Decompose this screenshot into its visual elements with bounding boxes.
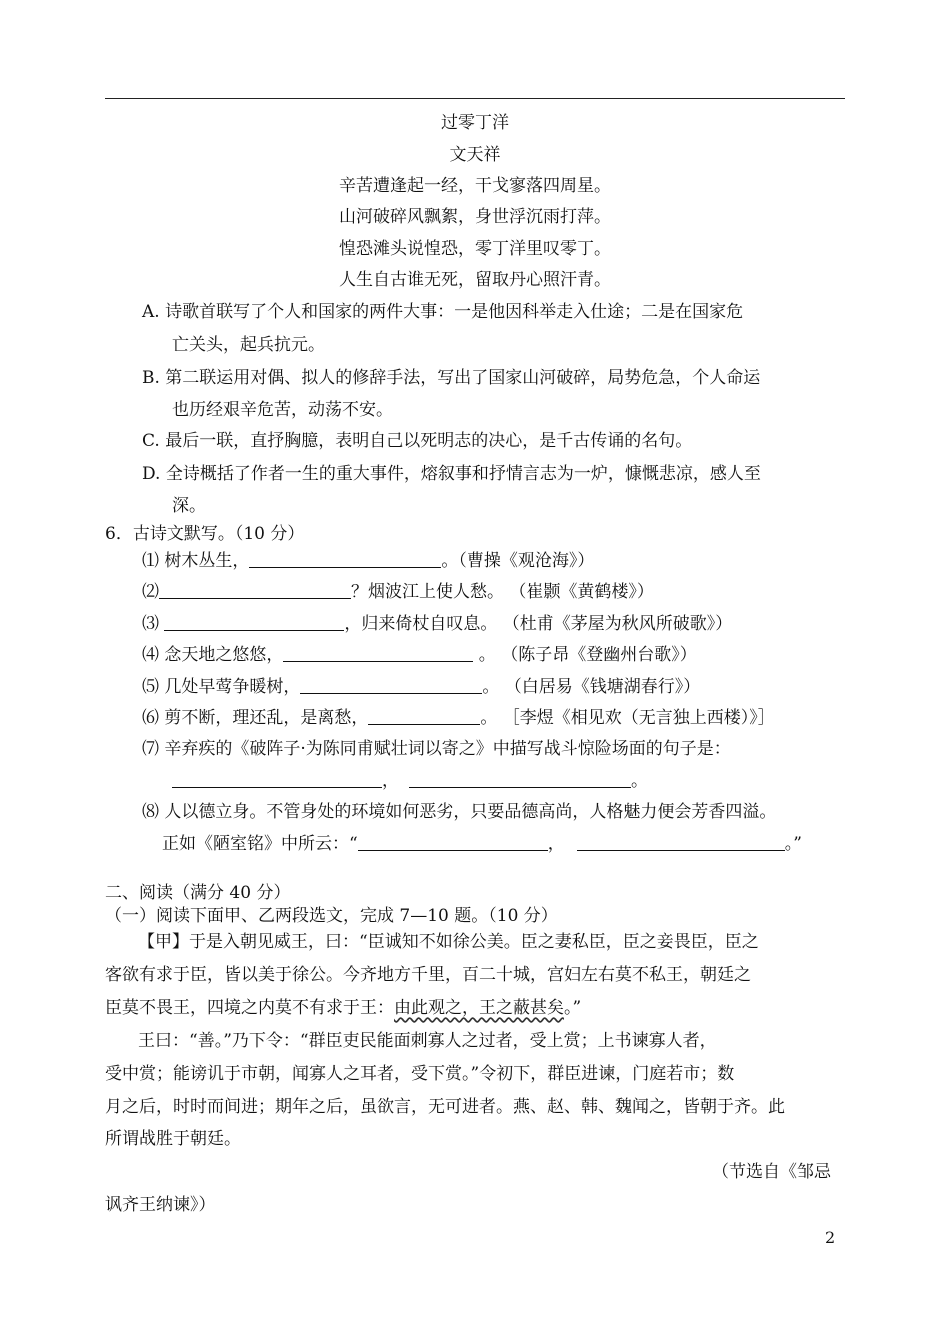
answer-blank[interactable] xyxy=(577,834,785,851)
wavy-underlined-text: 由此观之，王之蔽甚矣 xyxy=(394,998,564,1018)
passage-text: 受中赏；能谤讥于市朝，闻寡人之耳者，受下赏。”令初下，群臣进谏，门庭若市；数 xyxy=(105,1064,735,1084)
q6-item-8: ⑻ 人以德立身。不管身处的环境如何恶劣，只要品德高尚，人格魅力便会芳香四溢。 xyxy=(142,802,777,822)
q6-item-3: ⑶ ，归来倚杖自叹息。 （杜甫《茅屋为秋风所破歌》） xyxy=(142,614,733,634)
passage-text: 月之后，时时而间进；期年之后，虽欲言，无可进者。燕、赵、韩、魏闻之，皆朝于齐。此 xyxy=(105,1097,785,1117)
passage-text: 王曰：“善。”乃下令：“群臣吏民能面刺寡人之过者，受上赏；上书谏寡人者， xyxy=(138,1031,717,1051)
answer-blank[interactable] xyxy=(172,771,382,788)
passage-text: 【甲】于是入朝见威王，曰：“臣诚知不如徐公美。臣之妻私臣，臣之妾畏臣，臣之 xyxy=(138,932,759,952)
section-heading: 二、阅读（满分 40 分） xyxy=(105,883,291,903)
poem-author: 文天祥 xyxy=(449,145,501,165)
passage-text: 臣莫不畏王，四境之内莫不有求于王：由此观之，王之蔽甚矣。” xyxy=(105,998,582,1018)
q6-item-2: ⑵ ？烟波江上使人愁。 （崔颢《黄鹤楼》） xyxy=(142,582,654,602)
answer-blank[interactable] xyxy=(283,645,473,662)
option-a-cont: 亡关头，起兵抗元。 xyxy=(172,335,325,355)
q6-item-7: ⑺ 辛弃疾的《破阵子·为陈同甫赋壮词以寄之》中描写战斗惊险场面的句子是： xyxy=(142,739,731,759)
poem-line: 山河破碎风飘絮，身世浮沉雨打萍。 xyxy=(339,207,611,227)
option-d-cont: 深。 xyxy=(172,496,206,516)
header-rule xyxy=(105,98,845,99)
poem-line: 人生自古谁无死，留取丹心照汗青。 xyxy=(339,270,611,290)
page-number: 2 xyxy=(825,1228,836,1247)
source-citation: （节选自《邹忌 xyxy=(712,1162,831,1182)
poem-line: 惶恐滩头说惶恐，零丁洋里叹零丁。 xyxy=(339,239,611,259)
option-a: A. 诗歌首联写了个人和国家的两件大事：一是他因科举走入仕途；二是在国家危 xyxy=(142,302,744,322)
option-b: B. 第二联运用对偶、拟人的修辞手法，写出了国家山河破碎，局势危急，个人命运 xyxy=(142,368,761,388)
answer-blank[interactable] xyxy=(159,582,351,599)
subsection-heading: （一）阅读下面甲、乙两段选文，完成 7—10 题。（10 分） xyxy=(105,906,558,926)
q6-item-6: ⑹ 剪不断，理还乱，是离愁， 。 ［李煜《相见欢（无言独上西楼）》］ xyxy=(142,708,775,728)
source-citation-cont: 讽齐王纳谏》） xyxy=(105,1195,216,1215)
q6-item-5: ⑸ 几处早莺争暖树， 。 （白居易《钱塘湖春行》） xyxy=(142,677,701,697)
option-c: C. 最后一联，直抒胸臆，表明自己以死明志的决心，是千古传诵的名句。 xyxy=(142,431,693,451)
answer-blank[interactable] xyxy=(358,834,548,851)
poem-title: 过零丁洋 xyxy=(441,113,509,133)
q6-item-1: ⑴ 树木丛生， 。（曹操《观沧海》） xyxy=(142,551,595,571)
q6-item-4: ⑷ 念天地之悠悠， 。 （陈子昂《登幽州台歌》） xyxy=(142,645,697,665)
answer-blank[interactable] xyxy=(300,677,482,694)
passage-text: 客欲有求于臣，皆以美于徐公。今齐地方千里，百二十城，宫妇左右莫不私王，朝廷之 xyxy=(105,965,751,985)
q6-item-8-answers: 正如《陋室铭》中所云：“ ， 。” xyxy=(162,834,802,854)
answer-blank[interactable] xyxy=(409,771,631,788)
q6-heading: 6．古诗文默写。（10 分） xyxy=(105,524,305,544)
answer-blank[interactable] xyxy=(164,614,344,631)
answer-blank[interactable] xyxy=(249,551,441,568)
poem-line: 辛苦遭逢起一经，干戈寥落四周星。 xyxy=(339,176,611,196)
option-d: D. 全诗概括了作者一生的重大事件，熔叙事和抒情言志为一炉，慷慨悲凉，感人至 xyxy=(142,464,761,484)
q6-item-7-answers: ， 。 xyxy=(172,769,648,793)
answer-blank[interactable] xyxy=(368,708,480,725)
option-b-cont: 也历经艰辛危苦，动荡不安。 xyxy=(172,400,393,420)
passage-text: 所谓战胜于朝廷。 xyxy=(105,1129,241,1149)
